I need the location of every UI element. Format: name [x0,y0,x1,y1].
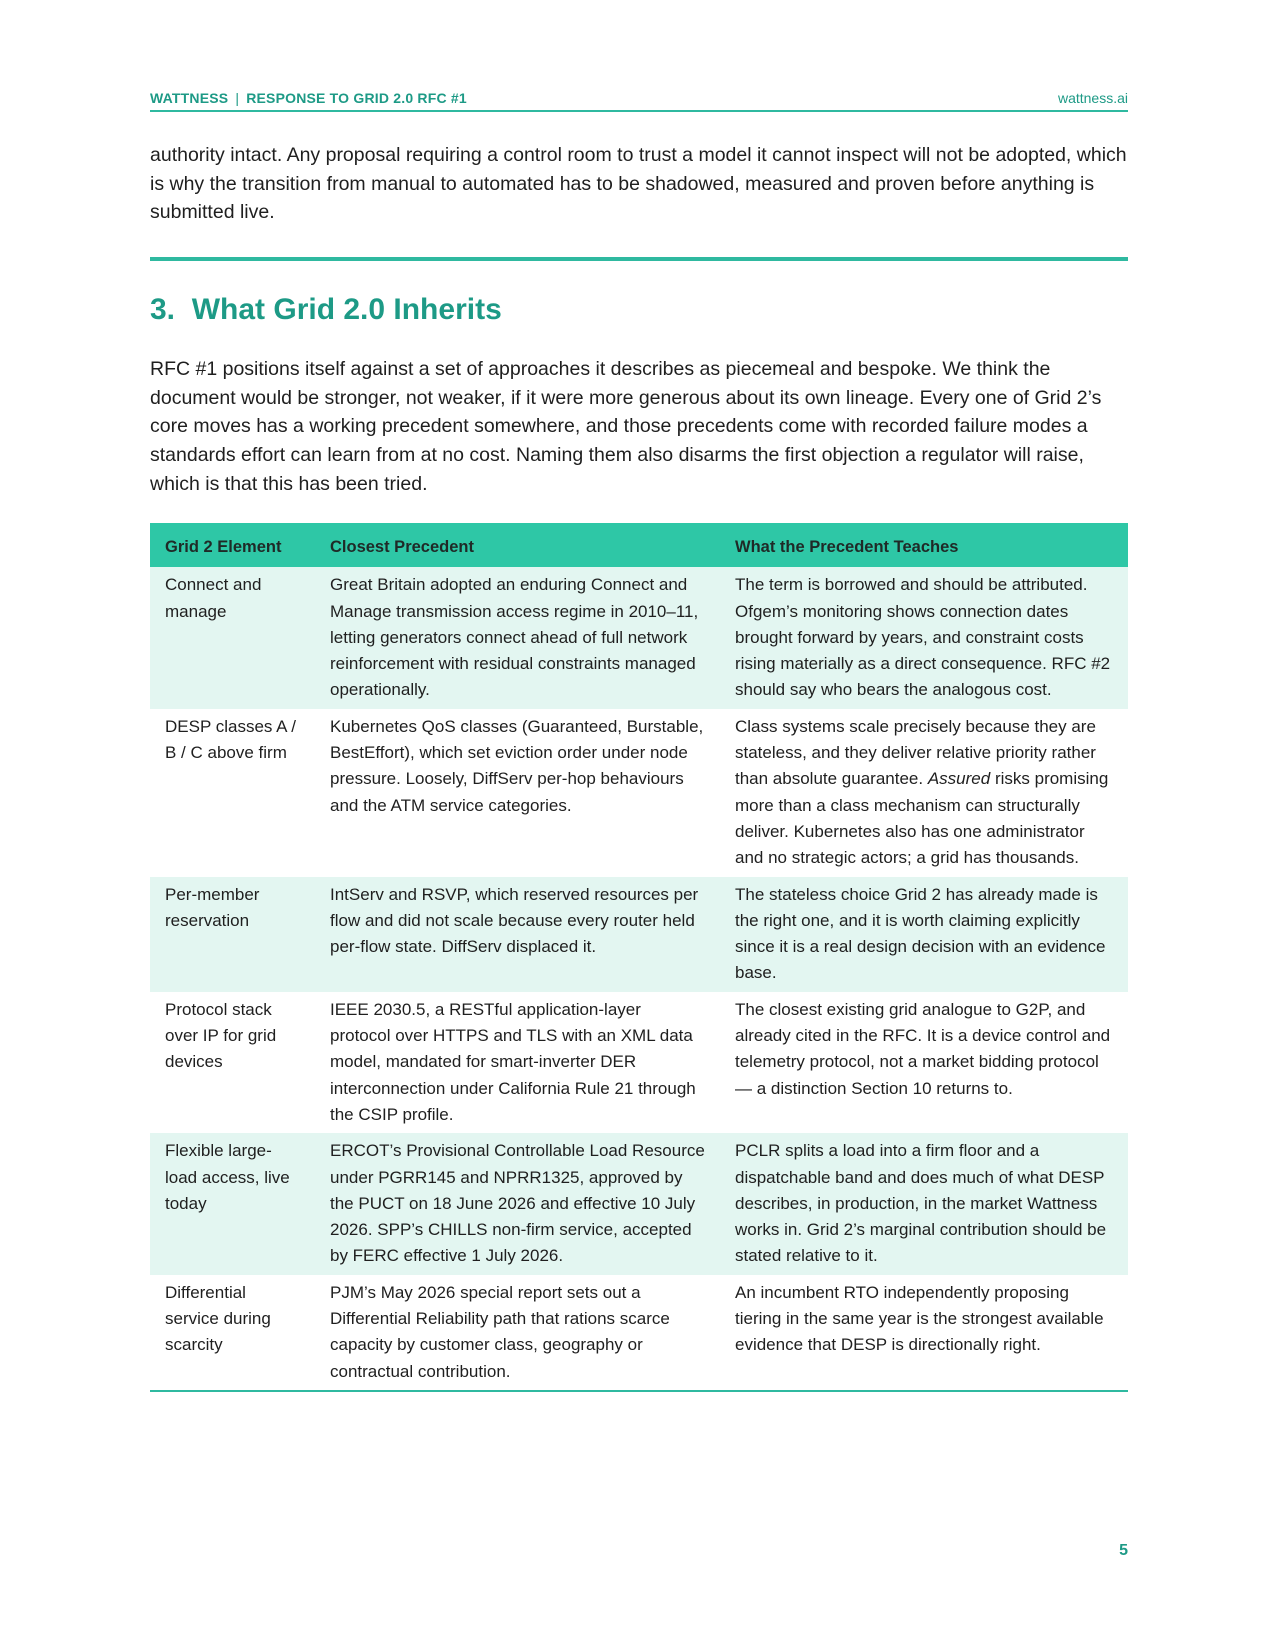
table-row [150,1275,1128,1391]
table-header-row [150,523,1128,567]
cell-element: Protocol stack over IP for grid devices [165,999,277,1072]
running-header [150,90,1128,112]
precedent-table [150,523,1128,1392]
section-divider [150,257,1128,261]
cell-teaches [720,709,1128,877]
cell-precedent: Kubernetes QoS classes (Guaranteed, Burstable, BestEffort), which set eviction order under node pressure. Loosely, DiffServ per-hop behaviours and the ATM service categories. [330,716,704,815]
section-title: What Grid 2.0 Inherits [191,293,502,326]
header-site-link[interactable]: wattness.ai [1057,90,1128,106]
section-heading [150,293,502,327]
cell-precedent: PJM’s May 2026 special report sets out a Differential Reliability path that rations scarce capacity by customer class, geography or contractual contribution. [330,1282,670,1381]
header-separator: | [235,90,240,106]
cell-teaches-part: Class systems scale precisely because they are stateless, and they deliver relative priority rather than absolute guarantee. [735,716,1096,789]
cell-element: DESP classes A / B / C above firm [165,716,297,763]
cell-teaches: The stateless choice Grid 2 has already made is the right one, and it is worth claiming explicitly since it is a real design decision with an evidence base. [720,877,1128,992]
cell-precedent: ERCOT’s Provisional Controllable Load Resource under PGRR145 and NPRR1325, approved by the PUCT on 18 June 2026 and effective 10 July 2026. SPP’s CHILLS non-firm service, accepted by FERC effective 1 July 2026. [315,1133,720,1274]
cell-element: Connect and manage [150,567,315,708]
table-row [150,709,1128,877]
page-number: 5 [1119,1542,1128,1559]
cell-teaches-part: risks promising more than a class mechanism can structurally deliver. Kubernetes also has one administrator and no strategic actors; a grid has thousands. [735,769,1109,868]
lead-paragraph: authority intact. Any proposal requiring a control room to trust a model it cannot inspect will not be adopted, which is why the transition from manual to automated has to be shadowed, measured and proven before anything is submitted live. [150,144,1127,223]
header-doc-title: RESPONSE TO GRID 2.0 RFC #1 [246,90,467,106]
cell-teaches: PCLR splits a load into a firm floor and a dispatchable band and does much of what DESP describes, in production, in the market Wattness works in. Grid 2’s marginal contribution should be stated relative to it. [720,1133,1128,1274]
column-header-teaches: What the Precedent Teaches [720,523,1128,567]
column-header-element: Grid 2 Element [150,523,315,567]
column-header-precedent: Closest Precedent [315,523,720,567]
cell-teaches-emphasis: Assured [927,769,991,789]
cell-element: Per-member reservation [150,877,315,992]
section-intro: RFC #1 positions itself against a set of approaches it describes as piecemeal and bespoke. We think the document would be stronger, not weaker, if it were more generous about its own lineage. Every one of Grid 2’s core moves has a working precedent somewhere, and those precedents come with recorded failure modes a standards effort can learn from at no cost. Naming them also disarms the first objection a regulator will raise, which is that this has been tried. [150,358,1102,495]
cell-element: Flexible large-load access, live today [150,1133,315,1274]
table-row [150,1133,1128,1274]
cell-teaches: An incumbent RTO independently proposing tiering in the same year is the strongest available evidence that DESP is directionally right. [735,1282,1104,1355]
table-row [150,992,1128,1133]
cell-teaches: The term is borrowed and should be attributed. Ofgem’s monitoring shows connection dates brought forward by years, and constraint costs rising materially as a direct consequence. RFC #2 should say who bears the analogous cost. [720,567,1128,708]
table-row [150,877,1128,992]
header-brand: WATTNESS [150,90,229,106]
table-row [150,567,1128,708]
section-number: 3. [150,293,176,326]
cell-element: Differential service during scarcity [165,1282,271,1355]
cell-precedent: IntServ and RSVP, which reserved resources per flow and did not scale because every router held per-flow state. DiffServ displaced it. [315,877,720,992]
cell-teaches: The closest existing grid analogue to G2P, and already cited in the RFC. It is a device control and telemetry protocol, not a market bidding protocol — a distinction Section 10 returns to. [735,999,1111,1098]
cell-precedent: Great Britain adopted an enduring Connect and Manage transmission access regime in 2010–11, letting generators connect ahead of full network reinforcement with residual constraints managed operationally. [315,567,720,708]
cell-precedent: IEEE 2030.5, a RESTful application-layer protocol over HTTPS and TLS with an XML data model, mandated for smart-inverter DER interconnection under California Rule 21 through the CSIP profile. [330,999,696,1124]
header-title [150,90,467,106]
